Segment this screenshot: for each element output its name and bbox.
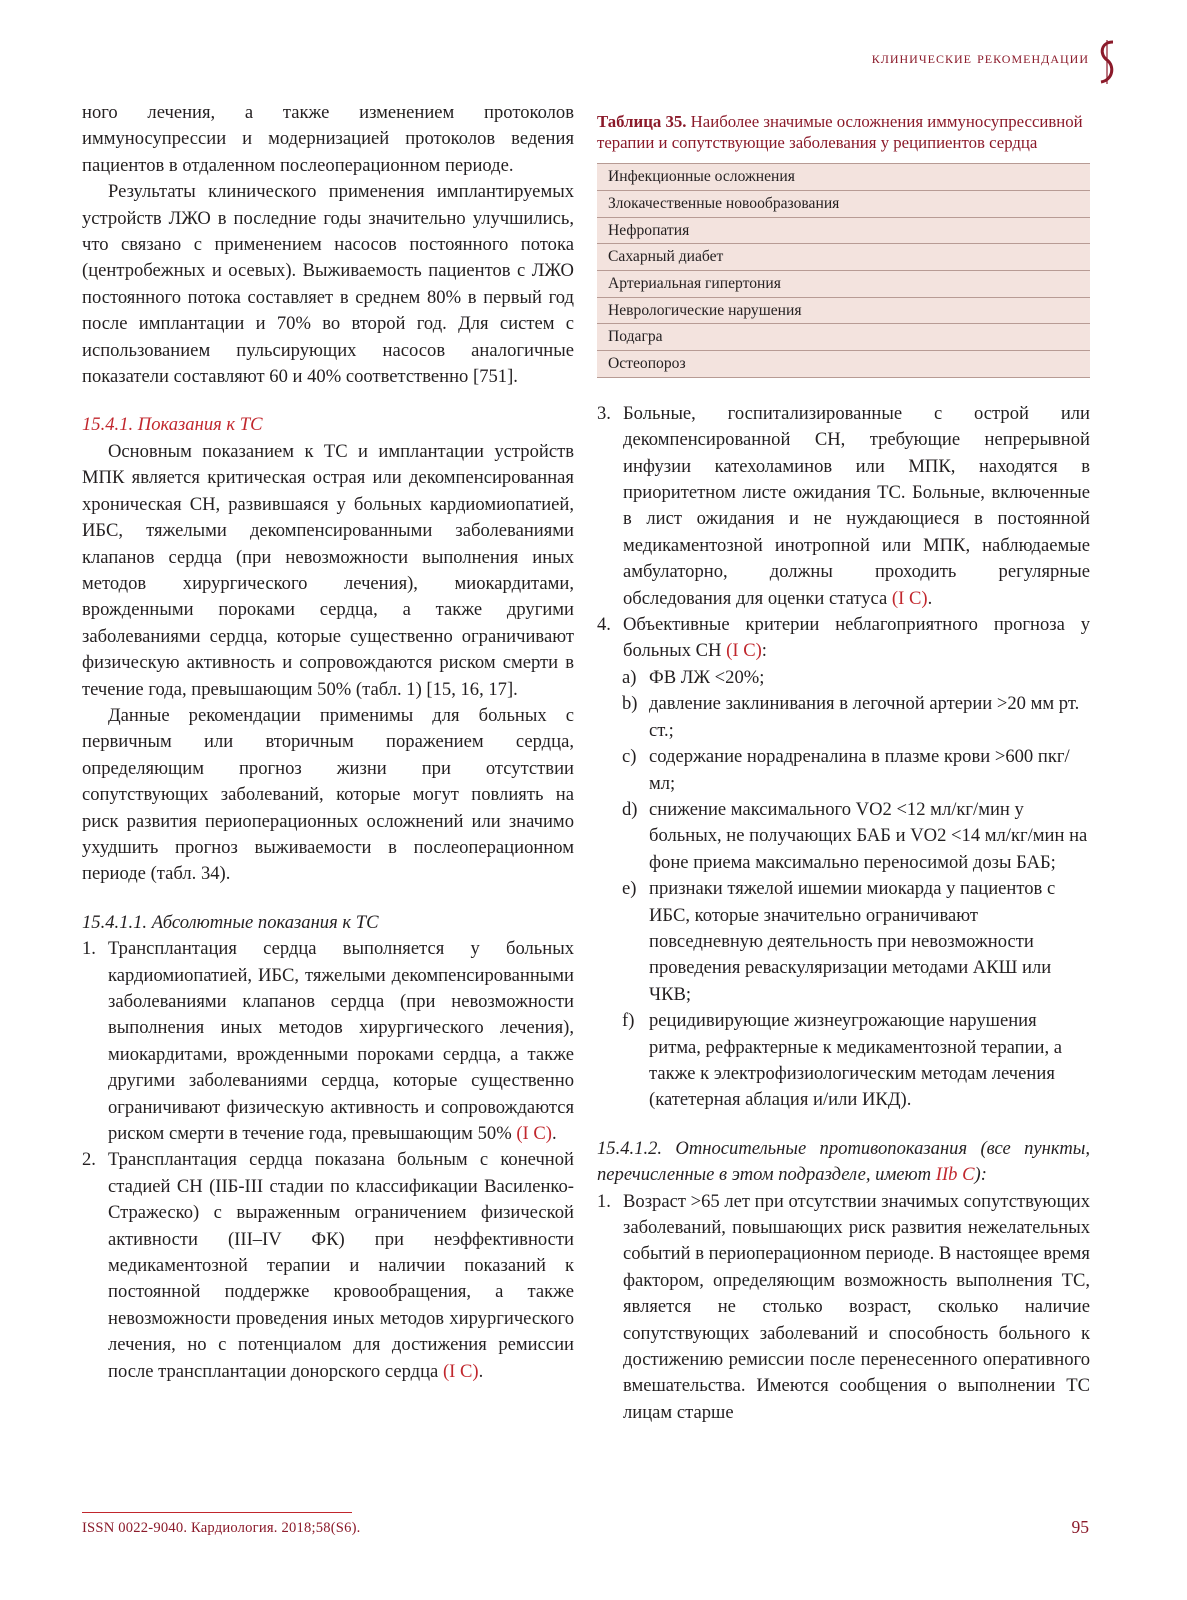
subsection-heading: [597, 1136, 1090, 1189]
sub-list-item: [597, 744, 1090, 797]
sub-list-item: [597, 876, 1090, 1008]
table-row: Артериальная гипертония: [597, 271, 1090, 298]
table-row: Подагра: [597, 324, 1090, 351]
section-heading: 15.4.1. Показания к ТС: [82, 414, 263, 436]
paragraph: ного лечения, а также изменением протоколов иммуносупрессии и модернизацией протоколов ведения пациентов в отдаленном послеоперационном периоде.: [82, 102, 574, 176]
sub-list-text: ФВ ЛЖ <20%;: [649, 666, 765, 688]
punctuation: .: [478, 1360, 484, 1382]
punctuation: .: [927, 587, 933, 609]
sub-list-item: [597, 665, 1090, 691]
sub-list-item: [597, 797, 1090, 876]
sub-list-text: снижение максимального VO2 <12 мл/кг/мин у больных, не получающих БАБ и VO2 <14 мл/кг/мин на фоне приема максимально переносимой дозы БАБ;: [649, 798, 1088, 873]
punctuation: .: [551, 1123, 557, 1145]
table-caption: [597, 112, 1090, 153]
sub-list-text: рецидивирующие жизнеугрожающие нарушения ритма, рефрактерные к медикаментозной терапии, а также к электрофизиологическим методам лечения (катетерная аблация и/или ИКД).: [649, 1010, 1063, 1111]
footer-divider: [82, 1512, 352, 1513]
paragraph: Данные рекомендации применимы для больных с первичным или вторичным поражением сердца, определяющим прогноз жизни при отсутствии сопутствующих заболеваний, которые могут повлиять на риск развития периоперационных осложнений или значимо ухудшить прогноз выживаемости в послеоперационном периоде (табл. 34).: [82, 704, 574, 885]
list-item: [597, 1189, 1090, 1427]
table-row: Инфекционные осложнения: [597, 164, 1090, 191]
paragraph: Основным показанием к ТС и имплантации устройств МПК является критическая острая или декомпенсированная хроническая СН, развившаяся у больных кардиомиопатией, ИБС, тяжелыми декомпенсированными заболеваниями клапанов сердца (при невозможности выполнения иных методов хирургического лечения), миокардитами, врожденными пороками сердца, а также другими заболеваниями сердца, которые существенно ограничивают физическую активность и сопровождаются риском смерти в течение года, превышающим 50% (табл. 1) [15, 16, 17].: [82, 440, 574, 700]
complications-table: [597, 163, 1090, 378]
evidence-class: (I C): [726, 640, 762, 662]
table-row: Злокачественные новообразования: [597, 191, 1090, 218]
left-column: [82, 100, 574, 1385]
list-text: Объективные критерии неблагоприятного прогноза у больных СН: [623, 614, 1090, 662]
sub-list-letter: a): [622, 666, 637, 688]
list-number: 4.: [597, 614, 611, 636]
journal-citation: ISSN 0022-9040. Кардиология. 2018;58(S6).: [82, 1520, 361, 1536]
evidence-class: (I C): [891, 587, 928, 609]
table-title: Наиболее значимые осложнения иммуносупрессивной терапии и сопутствующие заболевания у реципиентов сердца: [597, 112, 1083, 152]
list-number: 1.: [597, 1190, 611, 1212]
list-item: [82, 1147, 574, 1385]
right-column: [597, 112, 1090, 1426]
sub-list-item: [597, 1008, 1090, 1114]
sub-list-text: содержание норадреналина в плазме крови >600 пкг/мл;: [649, 746, 1070, 794]
sub-list-letter: b): [622, 693, 638, 715]
list-number: 2.: [82, 1149, 96, 1171]
punctuation: :: [761, 640, 767, 662]
table-row: Остеопороз: [597, 351, 1090, 378]
subsection-title: 15.4.1.2. Относительные противопоказания (все пункты, перечисленные в этом подразделе, имеют: [597, 1137, 1090, 1186]
table-row: Неврологические нарушения: [597, 298, 1090, 325]
list-number: 3.: [597, 402, 611, 424]
sub-list-letter: e): [622, 878, 637, 900]
sub-list-text: давление заклинивания в легочной артерии >20 мм рт. ст.;: [649, 693, 1080, 741]
paragraph: Результаты клинического применения имплантируемых устройств ЛЖО в последние годы значительно улучшились, что связано с применением насосов постоянного потока (центробежных и осевых). Выживаемость пациентов с ЛЖО постоянного потока составляет в среднем 80% в первый год после имплантации и 70% во второй год. Для систем с использованием пульсирующих насосов аналогичные показатели составляют 60 и 40% соответственно [751].: [82, 181, 574, 388]
journal-logo-icon: [1087, 38, 1127, 86]
list-text: Больные, госпитализированные с острой или декомпенсированной СН, требующие непрерывной инфузии катехоламинов или МПК, находятся в приоритетном листе ожидания ТС. Больные, включенные в лист ожидания и не нуждающиеся в постоянной медикаментозной инотропной или МПК, наблюдаемые амбулаторно, должны проходить регулярные обследования для оценки статуса: [623, 402, 1090, 609]
evidence-class: (I C): [516, 1123, 552, 1145]
list-text: Возраст >65 лет при отсутствии значимых сопутствующих заболеваний, повышающих риск развития нежелательных событий в периоперационном периоде. В настоящее время фактором, определяющим возможность выполнения ТС, является не столько возраст, сколько наличие сопутствующих заболеваний и способность больного к достижению ремиссии после перенесенного оперативного вмешательства. Имеются сообщения о выполнении ТС лицам старше: [623, 1190, 1091, 1423]
sub-list-letter: c): [622, 746, 637, 768]
evidence-class: (I C): [442, 1360, 479, 1382]
evidence-class: IIb C: [935, 1164, 975, 1186]
sub-list-letter: f): [622, 1010, 635, 1032]
table-row: Сахарный диабет: [597, 244, 1090, 271]
subsection-heading: 15.4.1.1. Абсолютные показания к ТС: [82, 911, 379, 933]
list-item: [82, 936, 574, 1147]
list-text: Трансплантация сердца показана больным с конечной стадией СН (IIБ-III стадии по классификации Василенко-Стражеско) с выраженным ограничением физической активности (III–IV ФК) при неэффективности медикаментозной терапии и наличии показаний к постоянной поддержке кровообращения, а также невозможности проведения иных методов хирургического лечения, но с потенциалом для достижения ремиссии после трансплантации донорского сердца: [108, 1149, 574, 1382]
sub-list-text: признаки тяжелой ишемии миокарда у пациентов с ИБС, которые значительно ограничивают повседневную деятельность при невозможности проведения реваскуляризации методами АКШ или ЧКВ;: [649, 878, 1056, 1005]
table-number: Таблица 35.: [597, 112, 687, 131]
list-item: [597, 401, 1090, 612]
running-header: клинические рекомендации: [871, 48, 1089, 67]
page-number: 95: [1071, 1517, 1089, 1537]
sub-list-letter: d): [622, 798, 638, 820]
list-text: Трансплантация сердца выполняется у больных кардиомиопатией, ИБС, тяжелыми декомпенсированными заболеваниями клапанов сердца (при невозможности выполнения иных методов хирургического лечения), миокардитами, врожденными пороками сердца, а также другими заболеваниями сердца, которые существенно ограничивают физическую активность и сопровождаются риском смерти в течение года, превышающим 50%: [108, 938, 574, 1145]
list-number: 1.: [82, 938, 96, 960]
table-row: Нефропатия: [597, 218, 1090, 245]
sub-list-item: [597, 691, 1090, 744]
punctuation: ):: [974, 1164, 987, 1186]
list-item: [597, 612, 1090, 665]
